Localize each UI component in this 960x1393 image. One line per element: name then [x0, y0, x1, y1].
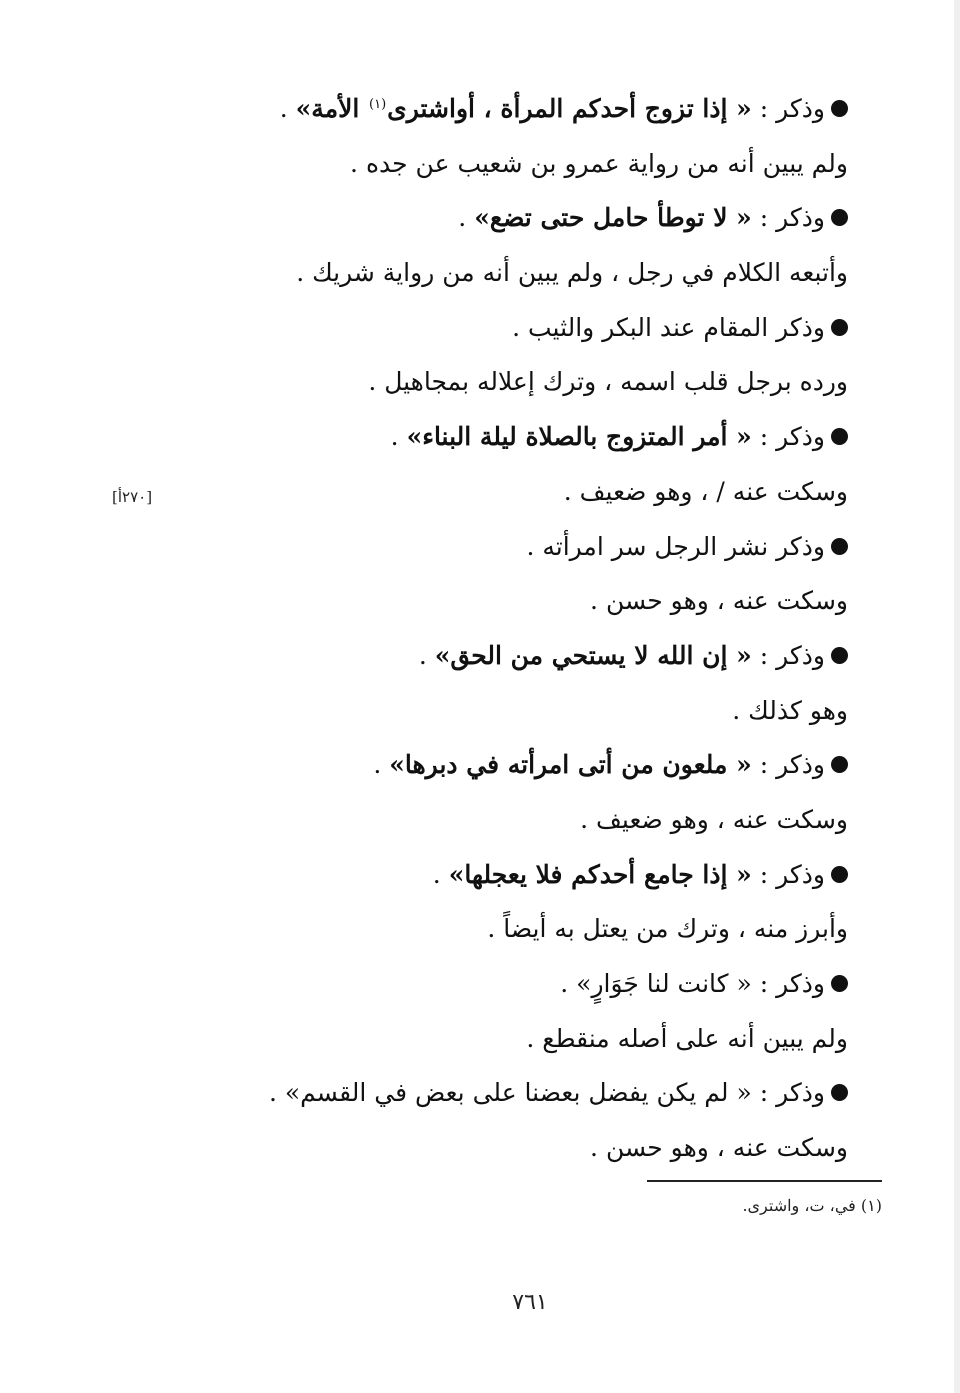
entry-line: وذكر : « ملعون من أتى امرأته في دبرها» .	[248, 738, 848, 793]
comment-line: ولم يبين أنه على أصله منقطع .	[526, 1023, 848, 1053]
bullet-icon	[831, 100, 848, 117]
comment-line: وسكت عنه ، وهو ضعيف .	[580, 804, 848, 834]
entry-line: وذكر نشر الرجل سر امرأته .	[248, 520, 848, 575]
entry-line: وذكر : « إذا جامع أحدكم فلا يعجلها» .	[248, 848, 848, 903]
comment-line: وهو كذلك .	[732, 695, 848, 725]
entry-line: وذكر : « أمر المتزوج بالصلاة ليلة البناء» .	[248, 410, 848, 465]
comment-line: وأبرز منه ، وترك من يعتل به أيضاً .	[487, 914, 848, 944]
bullet-icon	[831, 319, 848, 336]
scan-edge	[954, 0, 960, 1393]
bullet-icon	[831, 975, 848, 992]
comment-line: وسكت عنه / ، وهو ضعيف .	[563, 476, 848, 506]
bullet-icon	[831, 866, 848, 883]
footnote: (١) في، ت، واشترى.	[742, 1196, 882, 1215]
bullet-icon	[831, 1084, 848, 1101]
bullet-icon	[831, 756, 848, 773]
comment-line: ولم يبين أنه من رواية عمرو بن شعيب عن جده .	[350, 148, 848, 178]
bullet-icon	[831, 538, 848, 555]
footnote-divider	[647, 1180, 882, 1182]
comment-line: وسكت عنه ، وهو حسن .	[590, 586, 848, 616]
comment-line: وأتبعه الكلام في رجل ، ولم يبين أنه من رواية شريك .	[296, 258, 848, 288]
comment-line: وسكت عنه ، وهو حسن .	[590, 1133, 848, 1163]
bullet-icon	[831, 647, 848, 664]
manuscript-folio-reference: [٢٧٠أ]	[112, 488, 153, 506]
entry-line: وذكر : « لا توطأ حامل حتى تضع» .	[248, 191, 848, 246]
page-number: ٧٦١	[512, 1290, 548, 1315]
main-text	[248, 82, 848, 1176]
comment-line: ورده برجل قلب اسمه ، وترك إعلاله بمجاهيل .	[368, 367, 848, 397]
entry-line: وذكر : « إذا تزوج أحدكم المرأة ، أواشترى$^{(١)}$ الأمة» .	[248, 82, 848, 137]
entry-line: وذكر : « إن الله لا يستحي من الحق» .	[248, 629, 848, 684]
bullet-icon	[831, 428, 848, 445]
entry-line: وذكر المقام عند البكر والثيب .	[248, 301, 848, 356]
entry-line: وذكر : « لم يكن يفضل بعضنا على بعض في القسم» .	[248, 1066, 848, 1121]
footnote-reference: (١)	[369, 96, 387, 112]
bullet-icon	[831, 209, 848, 226]
entry-line: وذكر : « كانت لنا جَوَارٍ» .	[248, 957, 848, 1012]
